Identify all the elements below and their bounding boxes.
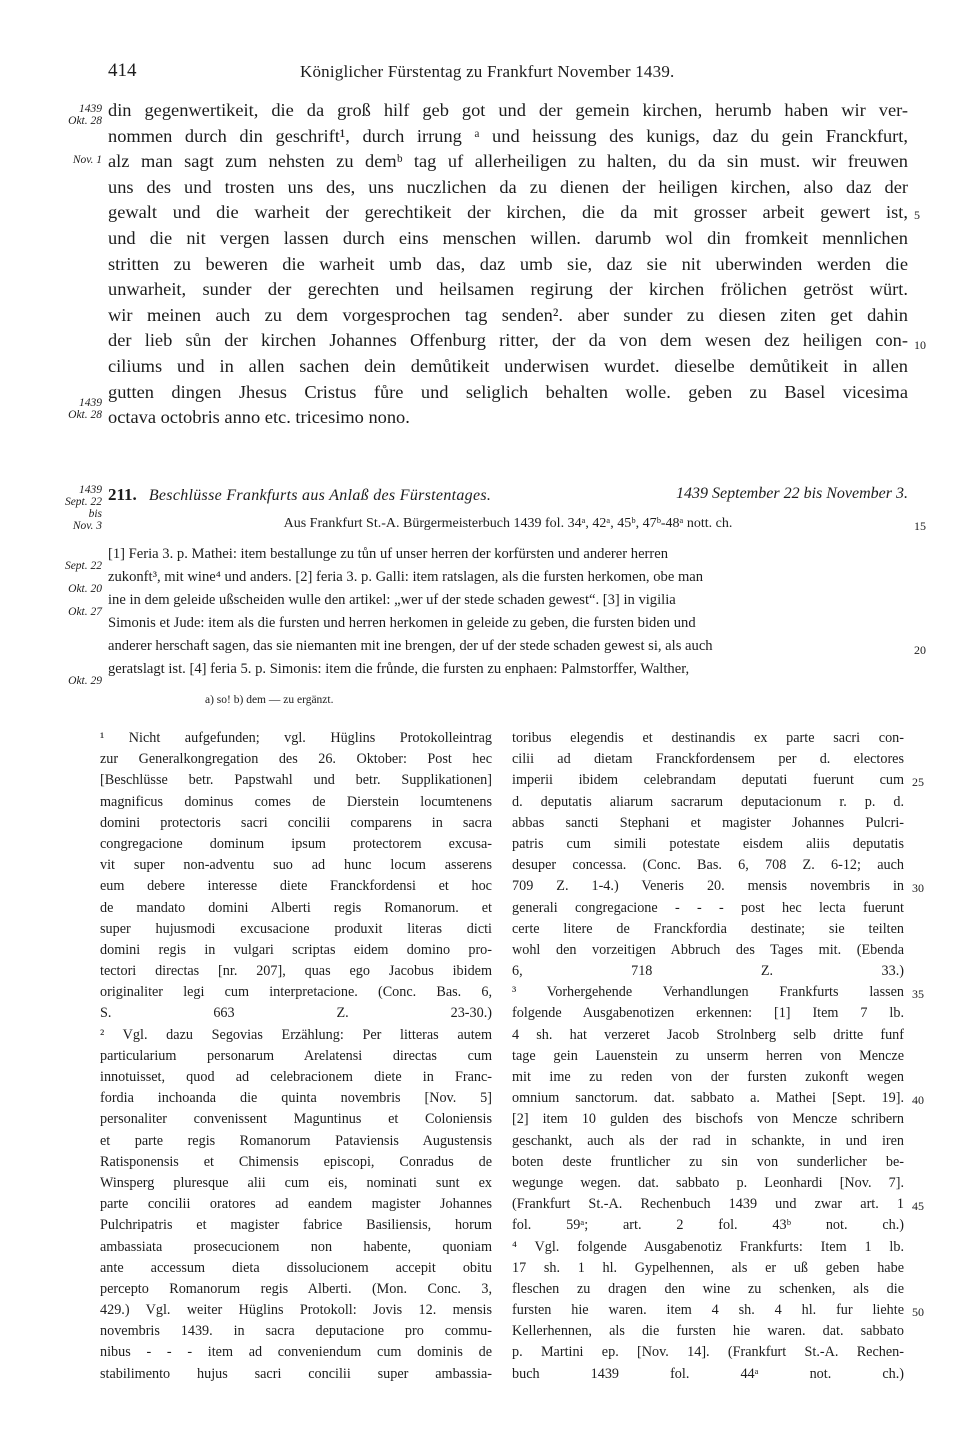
- footnote-line: parte concilii oratores ad eandem magister Johannes: [100, 1196, 492, 1213]
- line-number: 35: [912, 987, 924, 1001]
- footnote-line: wohl den vorzeitigen Abbruch des Tages mit. (Ebenda: [512, 941, 904, 958]
- footnote-line: fursten hie waren. item 4 sh. 4 hl. fur liehte: [512, 1302, 904, 1319]
- document-source: Aus Frankfurt St.-A. Bürgermeisterbuch 1439 fol. 34ᵃ, 42ᵃ, 45ᵇ, 47ᵇ-48ᵃ nott. ch.: [283, 516, 733, 531]
- footnote-line: [Beschlüsse betr. Papstwahl und betr. Supplikationen]: [100, 772, 492, 789]
- footnote-line: ante accessum dieta dissolucionem accepit obitu: [100, 1259, 492, 1276]
- footnote-line: generali congregacione - - - post hec lecta fuerunt: [512, 899, 904, 916]
- footnote-line: eum debere interesse diete Franckfordensi et hoc: [100, 878, 492, 895]
- footnote-line: certe litere de Franckfordia destinate; sie teilten: [512, 920, 904, 937]
- entry-date-margin: Okt. 20: [68, 583, 102, 595]
- text-line: unwarheit, sunder der gerechten und heilsamen regirung der kirchen frölichen getröst würt.: [108, 279, 908, 300]
- entry-line: anderer herschaft sagen, das sie niemanten mit ine brengen, der uf der stede schaden gewest si, als auch: [108, 638, 713, 654]
- document-date: 1439 September 22 bis November 3.: [676, 485, 908, 502]
- line-number: 5: [914, 208, 920, 222]
- footnote-line: Pulchripatris et magister fabrice Basiliensis, horum: [100, 1217, 492, 1234]
- text-line: din gegenwertikeit, die da groß hilf geb got und der gemein kirchen, herumb haben wir ver-: [108, 100, 908, 120]
- footnote-line: zur Generalkongregation des 26. Oktober: Post hec: [100, 751, 492, 768]
- footnote-line: Ratisponensis et Chimensis episcopi, Conradus de: [100, 1153, 492, 1170]
- footnote-line: omnium sanctorum. dat. sabbato a. Mathei [Sept. 19].: [512, 1090, 904, 1107]
- document-date-margin: 1439 Sept. 22 bis Nov. 3: [64, 484, 102, 532]
- text-line: gutten dingen Jhesus Cristus fůre und seliglich behalten wolle. geben zu Basel vicesima: [108, 381, 908, 402]
- footnote-line: nibus - - - item ad conveniendum cum dominis de: [100, 1344, 492, 1361]
- footnote-line: 709 Z. 1-4.) Veneris 20. mensis novembris in: [512, 878, 904, 895]
- footnote-line: d. deputatis aliarum sacrarum deputacionum r. p. d.: [512, 793, 904, 810]
- document-title: Beschlüsse Frankfurts aus Anlaß des Fürstentages.: [148, 487, 492, 504]
- footnote-line: ⁴ Vgl. folgende Ausgabenotiz Frankfurts: Item 1 lb.: [512, 1238, 904, 1255]
- margin-date: 1439 Okt. 28: [68, 397, 102, 421]
- page-header: [108, 60, 908, 86]
- text-line: uns des und trosten uns des, uns nuczlichen da zu dienen der heiligen kirchen, also daz der: [108, 176, 908, 197]
- footnote-line: ¹ Nicht aufgefunden; vgl. Hüglins Protokolleintrag: [100, 730, 492, 746]
- footnote-line: wegunge wegen. dat. sabbato p. Leonhardi [Nov. 7].: [512, 1174, 904, 1191]
- letter-text: [108, 98, 908, 431]
- footnote-line: cilii ad dietam Franckfordensem per d. electores: [512, 751, 904, 768]
- line-number: 30: [912, 881, 924, 895]
- footnote-line: Winsperg pluresque alii cum eis, nominati sunt ex: [100, 1174, 492, 1191]
- line-number: 25: [912, 775, 924, 789]
- footnote-line: congregacione dominum ipsum protectorem excusa-: [100, 835, 492, 852]
- footnote-line: toribus elegendis et destinandis ex parte sacri con-: [512, 730, 904, 746]
- text-line: nommen durch din geschrift¹, durch irrung ᵃ und heissung des kunigs, daz du gein Franckfurt,: [108, 125, 908, 146]
- footnote-line: Kellerhennen, als die fursten hie waren. dat. sabbato: [512, 1323, 904, 1340]
- entry-line: Simonis et Jude: item als die fursten und herren herkomen in geleide zu geben, die fursten biden und: [108, 615, 696, 631]
- text-apparatus: a) so! b) dem — zu ergänzt.: [205, 694, 334, 706]
- line-number: 40: [912, 1093, 924, 1107]
- footnote-line: 429.) Vgl. weiter Hüglins Protokoll: Jovis 12. mensis: [100, 1302, 492, 1319]
- text-line: ciliums und in allen sachen dein demůtikeit underwisen wurdet. dieselbe demůtikeit in allen: [108, 355, 908, 376]
- footnote-line: domini protectoris sacri concilii comparens in sacra: [100, 814, 492, 831]
- entry-line: zukonft³, mit wine⁴ und anders. [2] feria 3. p. Galli: item ratslagen, als die fursten herkomen, obe man: [108, 569, 704, 585]
- text-line: und die nit vergen lassen durch eins menschen willen. darumb wol din fromkeit mennlichen: [108, 227, 908, 248]
- footnote-line: [2] item 10 gulden des bischofs von Mencze schribern: [512, 1111, 904, 1128]
- footnote-line: originaliter legi cum interpretacione. (Conc. Bas. 6,: [100, 984, 492, 1001]
- text-line: der lieb sůn der kirchen Johannes Offenburg ritter, der da von dem wesen dez heiligen con-: [108, 330, 908, 351]
- footnote-line: fleschen zu dragen den wine zu schenken, als die: [512, 1280, 904, 1297]
- footnote-line: patris cum simili potestate eisdem aliis deputatis: [512, 835, 904, 852]
- footnote-line: ³ Vorhergehende Verhandlungen Frankfurts lassen: [512, 984, 904, 1001]
- entry-line: [1] Feria 3. p. Mathei: item bestallunge zu tůn uf unser herren der korfürsten und anderer herren: [108, 546, 669, 562]
- footnote-line: geschankt, auch als der rad in schankte, in und iren: [512, 1132, 904, 1149]
- footnote-line: vit super non-adventu suo ad hunc locum asserens: [100, 857, 492, 874]
- document-number: 211.: [108, 485, 137, 504]
- entry-line: geratslagt ist. [4] feria 5. p. Simonis: item die frůnde, die fursten zu enphaen: Palmstorffer, Walther,: [108, 661, 690, 677]
- entry-line: ine in dem geleide ußscheiden wulle den artikel: „wer uf der stede schaden gewest“. [3] in vigilia: [108, 592, 676, 608]
- margin-date: Nov. 1: [72, 154, 102, 166]
- footnote-line: innotuisset, quod ad celebracionem diete in Franc-: [100, 1069, 492, 1085]
- footnote-line: boten deste fruntlicher zu sin von sunderlicher be-: [512, 1153, 904, 1170]
- text-line: wir meinen auch zu dem vorgesprochen tag senden². aber sunder zu diesen ziten get dahin: [108, 304, 908, 325]
- margin-date: 1439 Okt. 28: [68, 103, 102, 127]
- footnote-line: S. 663 Z. 23-30.): [100, 1005, 492, 1022]
- footnote-line: fol. 59ᵃ; art. 2 fol. 43ᵇ not. ch.): [512, 1217, 904, 1234]
- footnote-line: abbas sancti Stephani et magister Johannes Pulcri-: [512, 814, 904, 831]
- text-line: octava octobris anno etc. tricesimo nono.: [108, 407, 410, 428]
- line-number: 45: [912, 1199, 924, 1213]
- footnote-line: 4 sh. hat verzeret Jacob Strolnberg selb dritte funf: [512, 1026, 904, 1043]
- footnote-line: imperii ibidem celebrandam deputati fuerunt cum: [512, 772, 904, 789]
- footnote-line: tectori directas [nr. 207], quas ego Jacobus ibidem: [100, 963, 492, 980]
- footnote-line: percepto Romanorum regis Alberti. (Mon. Conc. 3,: [100, 1280, 492, 1297]
- entry-date-margin: Okt. 29: [68, 675, 102, 687]
- line-number: 20: [914, 643, 926, 657]
- footnote-line: p. Martini ep. [Nov. 14]. (Frankfurt St.-A. Rechen-: [512, 1344, 904, 1361]
- footnote-line: folgende Ausgabenotizen erkennen: [1] Item 7 lb.: [512, 1005, 904, 1022]
- text-line: gewalt und die warheit der gerechtikeit der kirchen, die da mit grosser arbeit gewert ist,: [108, 202, 908, 223]
- footnote-line: novembris 1439. in sacra deputacione pro commu-: [100, 1323, 492, 1340]
- footnotes-left-column: [100, 728, 492, 1385]
- text-line: alz man sagt zum nehsten zu demᵇ tag uf allerheiligen zu halten, du da sin must. wir freuwen: [108, 151, 908, 172]
- footnotes-right-column: [512, 728, 904, 1385]
- document-heading: [108, 485, 908, 505]
- footnote-line: desuper concessa. (Conc. Bas. 6, 708 Z. 6-12; auch: [512, 857, 904, 874]
- line-number: 15: [914, 519, 926, 533]
- line-number: 50: [912, 1305, 924, 1319]
- running-title: Königlicher Fürstentag zu Frankfurt November 1439.: [300, 62, 675, 81]
- footnote-line: 17 sh. 1 hl. Gypelhennen, als er uß geben habe: [512, 1259, 904, 1276]
- footnote-line: domini regis in vulgari scriptas eidem domino pro-: [100, 941, 492, 958]
- line-number: 10: [914, 338, 926, 352]
- footnote-line: (Frankfurt St.-A. Rechenbuch 1439 und zwar art. 1: [512, 1196, 904, 1213]
- footnote-line: magnificus dominus comes de Dierstein locumtenens: [100, 793, 492, 810]
- footnote-line: ambassiata prosecucionem non habente, quoniam: [100, 1238, 492, 1255]
- page-number: 414: [108, 60, 137, 81]
- footnote-line: 6, 718 Z. 33.): [512, 963, 904, 980]
- entry-date-margin: Sept. 22: [64, 560, 102, 572]
- footnote-line: stabilimento hujus sacri concilii super ambassia-: [100, 1365, 492, 1382]
- footnote-line: buch 1439 fol. 44ᵃ not. ch.): [512, 1365, 904, 1382]
- footnote-line: fordia inchoanda die quinta novembris [Nov. 5]: [100, 1090, 492, 1107]
- document-entries: [80, 543, 908, 681]
- footnote-line: mit ime zu reden von der fursten zukonft wegen: [512, 1069, 904, 1085]
- footnote-line: ² Vgl. dazu Segovias Erzählung: Per litteras autem: [100, 1026, 492, 1043]
- text-line: stritten zu beweren die warheit umb das, daz umb sie, daz sie nit uberwinden werden die: [108, 253, 908, 274]
- entry-date-margin: Okt. 27: [68, 606, 102, 618]
- footnote-line: super hujusmodi excusacione produxit literas dicti: [100, 920, 492, 937]
- footnote-line: de mandato domini Alberti regis Romanorum. et: [100, 899, 492, 916]
- footnote-line: tage gein Lauenstein zu unserm herren von Mencze: [512, 1047, 904, 1064]
- footnote-line: et parte regis Romanorum Pataviensis Augustensis: [100, 1132, 492, 1149]
- footnote-line: particularium personarum Arelatensi directas cum: [100, 1047, 492, 1064]
- footnote-line: personaliter convenissent Maguntinus et Coloniensis: [100, 1111, 492, 1128]
